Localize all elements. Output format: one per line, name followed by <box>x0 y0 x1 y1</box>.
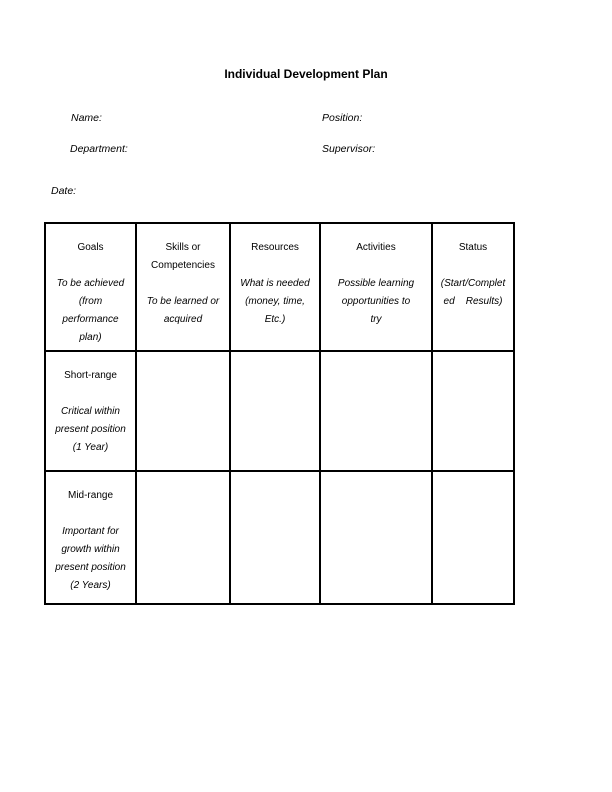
document-title: Individual Development Plan <box>224 67 388 81</box>
idp-table <box>44 222 515 605</box>
column-header-activities-title: Activities <box>356 242 396 253</box>
column-header-resources-desc: What is needed (money, time, Etc.) <box>240 278 310 325</box>
row-header-short-range <box>46 352 137 472</box>
column-header-goals-desc: To be achieved (from performance plan) <box>56 278 125 343</box>
cell-short-range-status <box>433 352 513 472</box>
supervisor-label: Supervisor: <box>322 143 376 155</box>
cell-short-range-activities <box>321 352 433 472</box>
name-label: Name: <box>71 112 102 124</box>
column-header-skills <box>137 224 231 352</box>
cell-mid-range-resources <box>231 472 321 603</box>
column-header-activities-desc: Possible learning opportunities to try <box>337 278 415 325</box>
row-header-short-range-title: Short-range <box>64 370 117 381</box>
cell-short-range-skills <box>137 352 231 472</box>
row-header-mid-range-title: Mid-range <box>67 490 114 501</box>
cell-mid-range-activities <box>321 472 433 603</box>
column-header-resources <box>231 224 321 352</box>
column-header-activities <box>321 224 433 352</box>
department-label: Department: <box>70 143 128 155</box>
column-header-skills-desc: To be learned or acquired <box>146 296 220 325</box>
column-header-skills-title: Skills or Competencies <box>151 242 215 271</box>
column-header-status <box>433 224 513 352</box>
row-header-mid-range <box>46 472 137 603</box>
column-header-status-title: Status <box>458 242 488 253</box>
row-header-mid-range-desc: Important for growth within present position (2 Years) <box>55 526 126 591</box>
cell-mid-range-status <box>433 472 513 603</box>
row-header-short-range-desc: Critical within present position (1 Year) <box>55 406 126 453</box>
position-label: Position: <box>322 112 363 124</box>
cell-short-range-resources <box>231 352 321 472</box>
cell-mid-range-skills <box>137 472 231 603</box>
column-header-status-desc: (Start/Complet ed Results) <box>440 278 506 307</box>
column-header-goals-title: Goals <box>77 242 104 253</box>
column-header-resources-title: Resources <box>251 242 299 253</box>
column-header-goals <box>46 224 137 352</box>
date-label: Date: <box>51 185 77 197</box>
